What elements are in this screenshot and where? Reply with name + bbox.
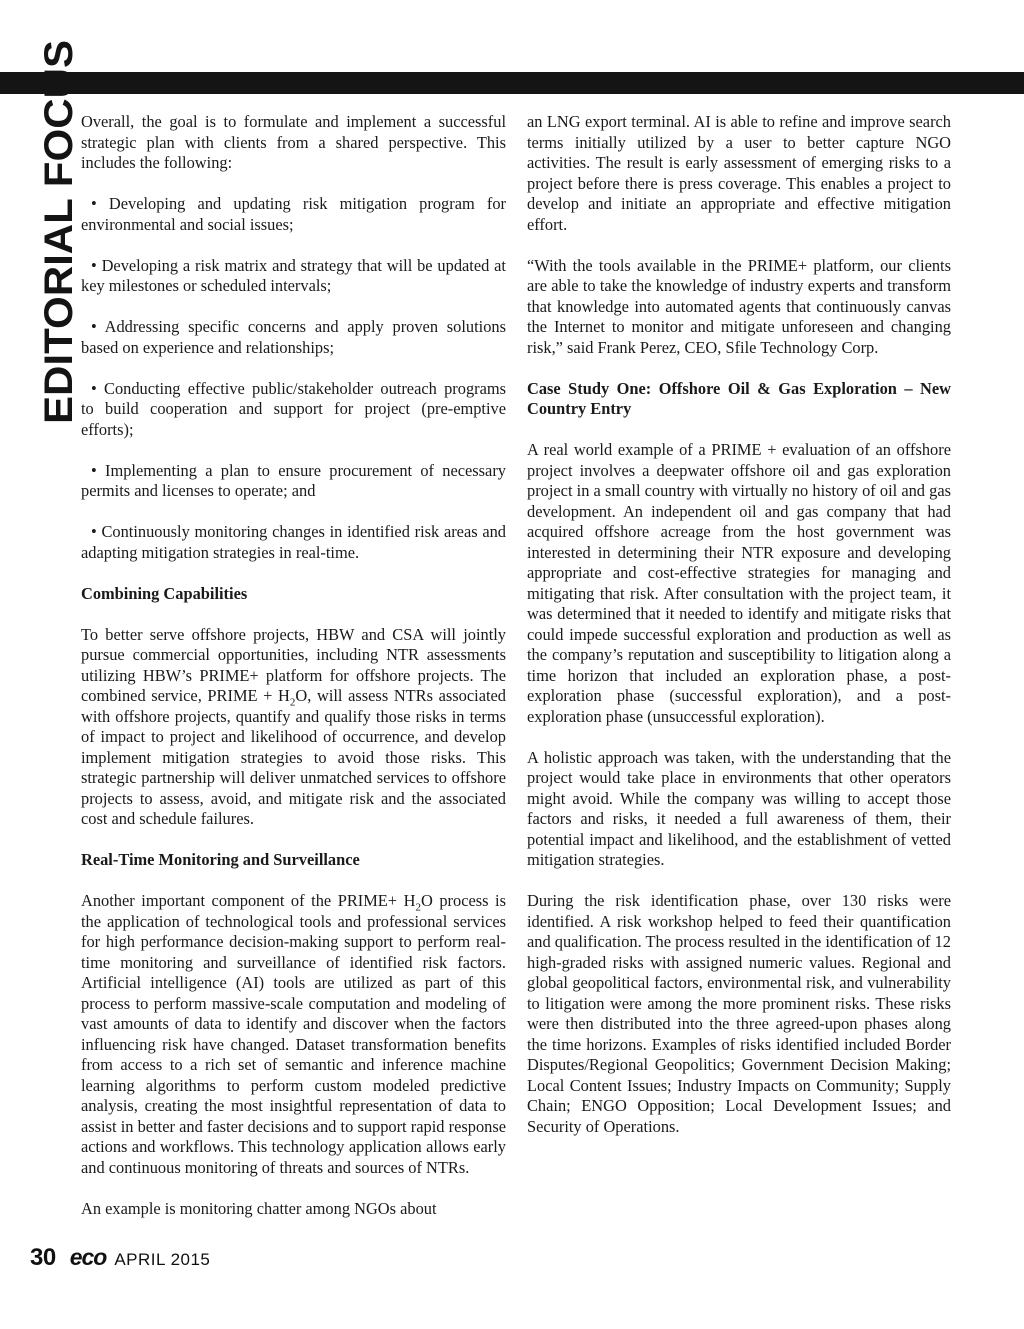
- quote-paragraph: “With the tools available in the PRIME+ platform, our clients are able to take the knowledge of industry experts and transform that knowledge into automated agents that continuously canvas the Internet to monitor and mitigate unforeseen and changing risk,” said Frank Perez, CEO, Sfile Technology Corp.: [527, 255, 951, 357]
- text-run: O, will assess NTRs associated with offshore projects, quantify and qualify those risks in terms of impact to project and likelihood of occurrence, and develop implement mitigation strategies to avoid those risks. This strategic partnership will deliver unmatched services to offshore projects to assess, avoid, and mitigate risk and the associated cost and schedule failures.: [81, 686, 506, 828]
- section-heading: Case Study One: Offshore Oil & Gas Exploration – New Country Entry: [527, 378, 951, 418]
- text-run: To better serve offshore projects, HBW and CSA will jointly pursue commercial opportunities, including NTR assessments utilizing HBW’s PRIME+ platform for offshore projects. The combined service, PRIME + H: [81, 624, 506, 705]
- body-paragraph: [81, 891, 506, 1178]
- issue-date: APRIL 2015: [114, 1250, 211, 1269]
- section-heading: Real-Time Monitoring and Surveillance: [81, 850, 360, 869]
- bullet-item: • Implementing a plan to ensure procurement of necessary permits and licenses to operate; and: [81, 460, 506, 500]
- bullet-item: • Continuously monitoring changes in identified risk areas and adapting mitigation strategies in real-time.: [81, 522, 506, 562]
- bullet-item: • Developing a risk matrix and strategy that will be updated at key milestones or scheduled intervals;: [81, 255, 506, 295]
- subscript: 2: [415, 901, 421, 914]
- body-paragraph: [81, 625, 506, 830]
- article-column-left: [81, 112, 506, 1219]
- article-column-right: [527, 112, 951, 1137]
- body-paragraph: A holistic approach was taken, with the understanding that the project would take place in environments that other operators might avoid. While the company was willing to accept those factors and risks, it needed a full awareness of them, their potential impact and likelihood, and the establishment of vetted mitigation strategies.: [527, 747, 951, 869]
- bullet-item: • Addressing specific concerns and apply proven solutions based on experience and relationships;: [81, 317, 506, 357]
- intro-paragraph: Overall, the goal is to formulate and implement a successful strategic plan with clients from a shared perspective. This includes the following:: [81, 112, 506, 172]
- text-run: O process is the application of technological tools and professional services for high performance decision-making support to perform real-time monitoring and surveillance of identified risk factors. Artificial intelligence (AI) tools are utilized as part of this process to perform massive-scale computation and modeling of vast amounts of data to identify and discover when the factors influencing risk have changed. Dataset transformation benefits from access to a rich set of semantic and inference machine learning algorithms to perform custom modeled predictive analysis, creating the most insightful representation of data to assist in better and faster decisions and to support rapid response actions and workflows. This technology application allows early and continuous monitoring of threats and sources of NTRs.: [81, 891, 506, 1177]
- magazine-logo: eco: [69, 1244, 107, 1270]
- bullet-item: • Developing and updating risk mitigation program for environmental and social issues;: [81, 194, 506, 234]
- header-bar: [0, 72, 1024, 94]
- section-heading: Combining Capabilities: [81, 583, 248, 603]
- text-run: Another important component of the PRIME+ H: [81, 891, 416, 910]
- body-paragraph: A real world example of a PRIME + evaluation of an offshore project involves a deepwater offshore oil and gas exploration project in a small country with virtually no history of oil and gas development. An independent oil and gas company that had acquired offshore acreage from the host government was interested in determining their NTR exposure and developing appropriate and cost-effective strategies for managing and mitigating that risk. After consultation with the project team, it was determined that it needed to identify and mitigate risks that could impede successful exploration and production as well as the company’s reputation and susceptibility to litigation along a time horizon that included an exploration phase, a post-exploration phase (successful exploration), and a post-exploration phase (unsuccessful exploration).: [527, 440, 951, 726]
- section-label-text: EDITORIAL FOCUS: [37, 58, 81, 424]
- body-paragraph: an LNG export terminal. AI is able to refine and improve search terms initially utilized by a user to better capture NGO activities. The result is early assessment of emerging risks to a project before there is press coverage. This enables a project to develop and initiate an appropriate and effective mitigation effort.: [527, 112, 951, 234]
- page-number: 30: [30, 1244, 56, 1271]
- bullet-item: • Conducting effective public/stakeholder outreach programs to build cooperation and support for project (pre-emptive efforts);: [81, 378, 506, 439]
- body-paragraph: During the risk identification phase, over 130 risks were identified. A risk workshop helped to feed their quantification and qualification. The process resulted in the identification of 12 high-graded risks with assigned numeric values. Regional and global geopolitical factors, environmental risk, and vulnerability to litigation were among the more prominent risks. These risks were then distributed into the three agreed-upon phases along the time horizons. Examples of risks identified included Border Disputes/Regional Geopolitics; Government Decision Making; Local Content Issues; Industry Impacts on Community; Supply Chain; ENGO Opposition; Local Development Issues; and Security of Operations.: [527, 891, 951, 1136]
- subscript: 2: [289, 696, 296, 709]
- page-footer: [30, 1244, 210, 1276]
- body-paragraph: An example is monitoring chatter among NGOs about: [81, 1198, 437, 1218]
